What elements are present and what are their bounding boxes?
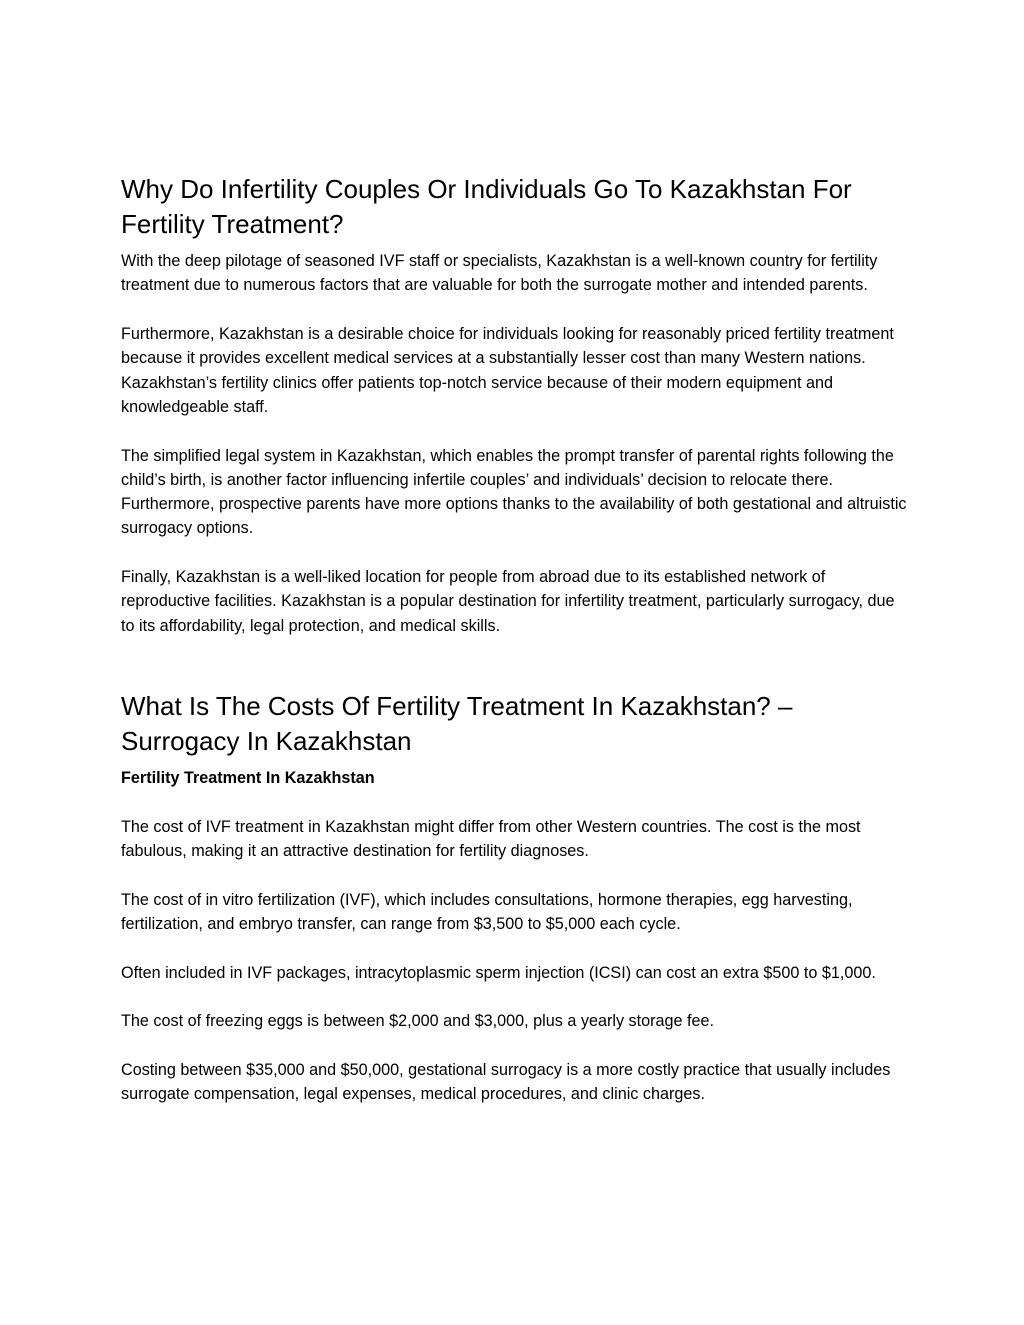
paragraph: Finally, Kazakhstan is a well-liked location for people from abroad due to its established network of reproductive facilities. Kazakhstan is a popular destination for infertility treatment, particularly surrogacy, due to its affordability, legal protection, and medical skills. (121, 568, 895, 635)
section-heading-why-kazakhstan: Why Do Infertility Couples Or Individuals Go To Kazakhstan For Fertility Treatment? (121, 174, 852, 239)
paragraph: With the deep pilotage of seasoned IVF staff or specialists, Kazakhstan is a well-known country for fertility treatment due to numerous factors that are valuable for both the surrogate mother and intended parents. (121, 252, 878, 295)
paragraph: Often included in IVF packages, intracytoplasmic sperm injection (ICSI) can cost an extra $500 to $1,000. (121, 963, 876, 982)
paragraph: The cost of freezing eggs is between $2,000 and $3,000, plus a yearly storage fee. (121, 1012, 715, 1031)
paragraph: Furthermore, Kazakhstan is a desirable choice for individuals looking for reasonably priced fertility treatment because it provides excellent medical services at a substantially lesser cost than many Western nations. Kazakhstan’s fertility clinics offer patients top-notch service because of their modern equipment and knowledgeable staff. (121, 324, 894, 416)
section-heading-costs: What Is The Costs Of Fertility Treatment In Kazakhstan? – Surrogacy In Kazakhstan (121, 691, 793, 757)
paragraph: The cost of IVF treatment in Kazakhstan might differ from other Western countries. The cost is the most fabulous, making it an attractive destination for fertility diagnoses. (121, 817, 861, 861)
section-why-kazakhstan (121, 172, 911, 638)
section-costs (121, 689, 911, 1107)
document-page (121, 172, 911, 1131)
paragraph: The simplified legal system in Kazakhstan, which enables the prompt transfer of parental rights following the child’s birth, is another factor influencing infertile couples’ and individuals’ decision to relocate there. Furthermore, prospective parents have more options thanks to the availability of both gestational and altruistic surrogacy options. (121, 446, 907, 538)
subheading-fertility-treatment: Fertility Treatment In Kazakhstan (121, 769, 375, 788)
paragraph: The cost of in vitro fertilization (IVF), which includes consultations, hormone therapies, egg harvesting, fertilization, and embryo transfer, can range from $3,500 to $5,000 each cycle. (121, 890, 853, 933)
paragraph: Costing between $35,000 and $50,000, gestational surrogacy is a more costly practice that usually includes surrogate compensation, legal expenses, medical procedures, and clinic charges. (121, 1061, 891, 1104)
